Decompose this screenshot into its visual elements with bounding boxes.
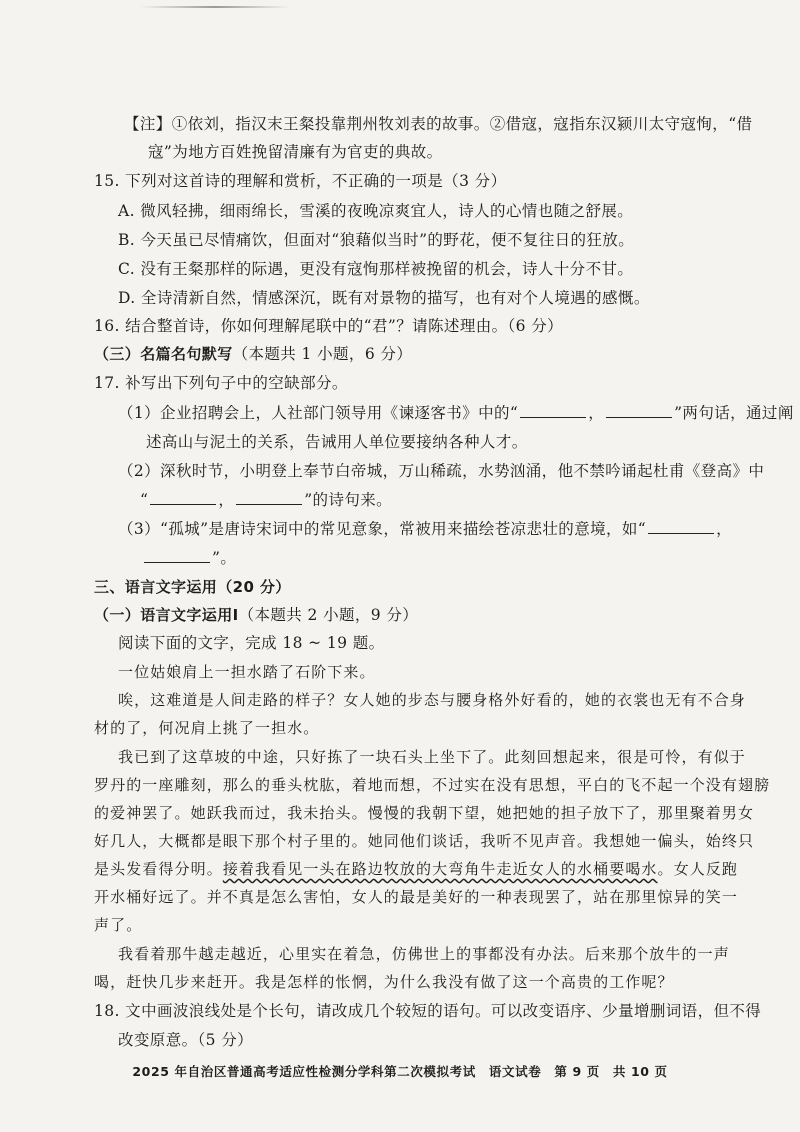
- section-3-1-title: （三）名篇名句默写: [94, 345, 233, 363]
- passage-p4-l1: 我看着那牛越走越近，心里实在着急，仿佛世上的事都没有办法。后来那个放牛的一声: [118, 945, 730, 963]
- passage-p2-l1: 唉，这难道是人间走路的样子？女人她的步态与腰身格外好看的，她的衣裳也无有不合身: [118, 691, 746, 709]
- q17-item-2: （2）深秋时节，小明登上奉节白帝城，万山稀疏，水势汹涌，他不禁吟诵起杜甫《登高》中: [118, 462, 765, 480]
- passage-p3-l4: 好几人，大概都是眼下那个村子里的。她同他们谈话，我听不见声音。我想她一偏头，始终只: [94, 832, 755, 850]
- passage-p3-l5: 是头发看得分明。接着我看见一头在路边牧放的大弯角牛走近女人的水桶要喝水。女人反跑: [94, 860, 739, 878]
- passage-p1: 一位姑娘肩上一担水踏了石阶下来。: [118, 663, 376, 681]
- q17-item-3: （3）“孤城”是唐诗宋词中的常见意象，常被用来描绘苍凉悲壮的意境，如“ ，: [118, 520, 733, 538]
- note-line-2: 寇”为地方百姓挽留清廉有为官吏的典故。: [148, 143, 443, 161]
- q17-item-1: （1）企业招聘会上，人社部门领导用《谏逐客书》中的“ ， ”两句话，通过阐: [118, 404, 794, 422]
- answer-blank[interactable]: [150, 490, 216, 505]
- q15-stem: 15. 下列对这首诗的理解和赏析，不正确的一项是（3 分）: [94, 172, 507, 190]
- wavy-underlined-sentence: 接着我看见一头在路边牧放的大弯角牛走近女人的水桶要喝水: [222, 860, 658, 878]
- reading-intro: 阅读下面的文字，完成 18 ~ 19 题。: [118, 634, 385, 652]
- answer-blank[interactable]: [144, 548, 210, 563]
- section-3-1-meta: （本题共 1 小题，6 分）: [232, 345, 413, 363]
- q17-item-1-cont: 述高山与泥土的关系，告诫用人单位要接纳各种人才。: [146, 433, 528, 451]
- answer-blank[interactable]: [236, 490, 302, 505]
- passage-p2-l2: 材的了，何况肩上挑了一担水。: [94, 719, 320, 737]
- note-line-1: 【注】①依刘，指汉末王粲投靠荆州牧刘表的故事。②借寇，寇指东汉颍川太守寇恂，“借: [124, 115, 753, 133]
- q17-item-2-cont: “ ， ”的诗句来。: [140, 491, 393, 509]
- q17-item-3-cont: ”。: [142, 548, 236, 568]
- passage-p3-l7: 声了。: [94, 916, 143, 934]
- page-footer: 2025 年自治区普通高考适应性检测分学科第二次模拟考试 语文试卷 第 9 页 共 10 页: [132, 1064, 668, 1079]
- q17-stem: 17. 补写出下列句子中的空缺部分。: [94, 374, 348, 392]
- section-3-sub-heading: [94, 605, 418, 625]
- passage-p4-l2: 喝，赶快几步来赶开。我是怎样的怅惘，为什么我没有做了这一个高贵的工作呢？: [94, 973, 674, 991]
- q15-option-d: D. 全诗清新自然，情感深沉，既有对景物的描写，也有对个人境遇的感慨。: [118, 289, 650, 307]
- section-3-sub-title: （一）语言文字运用Ⅰ: [94, 606, 239, 624]
- section-3-title: 三、语言文字运用（20 分）: [94, 578, 291, 596]
- q16-stem: 16. 结合整首诗，你如何理解尾联中的“君”？请陈述理由。（6 分）: [94, 317, 564, 335]
- passage-p3-l6: 开水桶好远了。并不真是怎么害怕，女人的最是美好的一种表现罢了，站在那里惊异的笑一: [94, 888, 739, 906]
- q15-option-c: C. 没有王粲那样的际遇，更没有寇恂那样被挽留的机会，诗人十分不甘。: [118, 260, 634, 278]
- q15-option-b: B. 今天虽已尽情痛饮，但面对“狼藉似当时”的野花，便不复往日的狂放。: [118, 231, 635, 249]
- passage-p3-l2: 罗丹的一座雕刻，那么的垂头枕肱，着地而想，不过实在没有思想，平白的飞不起一个没有翅膀: [94, 776, 771, 794]
- section-3-sub-meta: （本题共 2 小题，9 分）: [238, 606, 419, 624]
- q18-stem-cont: 改变原意。（5 分）: [118, 1031, 254, 1049]
- q18-stem: 18. 文中画波浪线处是个长句，请改成几个较短的语句。可以改变语序、少量增删词语，但不得: [94, 1002, 762, 1020]
- answer-blank[interactable]: [520, 403, 586, 418]
- passage-p3-l1: 我已到了这草坡的中途，只好拣了一块石头上坐下了。此刻回想起来，很是可怜，有似于: [118, 748, 746, 766]
- passage-p3-l3: 的爱神罢了。她跃我而过，我未抬头。慢慢的我朝下望，她把她的担子放下了，那里聚着男女: [94, 804, 755, 822]
- q15-option-a: A. 微风轻拂，细雨绵长，雪溪的夜晚凉爽宜人，诗人的心情也随之舒展。: [118, 202, 634, 220]
- section-3-1-heading: [94, 344, 412, 364]
- answer-blank[interactable]: [648, 519, 714, 534]
- answer-blank[interactable]: [606, 403, 672, 418]
